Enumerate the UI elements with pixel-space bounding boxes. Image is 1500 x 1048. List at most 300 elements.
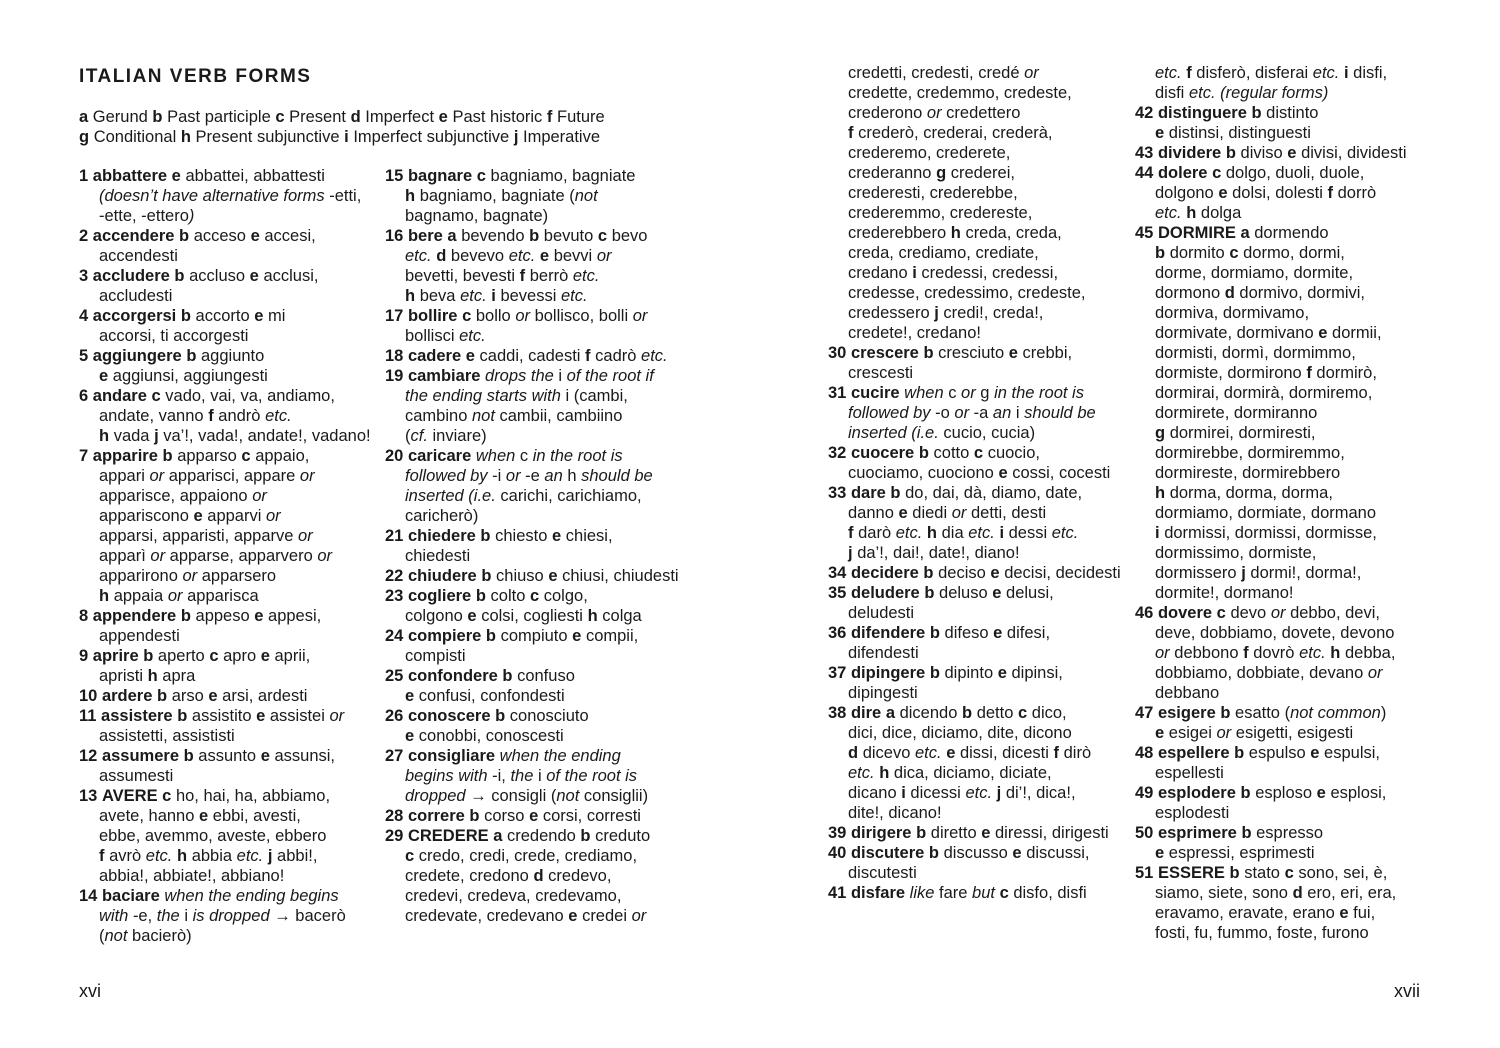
form-text: accesi, — [264, 227, 316, 245]
entry-line — [848, 684, 918, 702]
verb-headword: dividere — [1157, 144, 1222, 162]
entry-number: 17 — [385, 307, 404, 325]
verb-headword: crescere — [850, 344, 919, 362]
form-text: arso — [171, 687, 204, 705]
form-text: compii, — [585, 627, 639, 645]
form-key: b — [1155, 244, 1166, 262]
italic-note: an — [988, 404, 1016, 422]
entry-number: 45 — [1135, 224, 1154, 242]
entry-line — [405, 327, 486, 345]
form-text: apparì — [99, 547, 146, 565]
verb-entry — [385, 366, 680, 446]
italic-note: or — [1155, 644, 1170, 662]
italic-note: inserted ( — [405, 487, 474, 505]
entry-number: 23 — [385, 587, 404, 605]
form-key: b — [580, 827, 591, 845]
entry-number: 10 — [79, 687, 98, 705]
entry-line — [848, 544, 1020, 562]
form-text: dormito — [1169, 244, 1225, 262]
entry-number: 24 — [385, 627, 404, 645]
form-text: colto — [490, 587, 526, 605]
form-key: h — [587, 607, 598, 625]
form-text: apparisce, appaiono — [99, 487, 248, 505]
entry-line — [162, 787, 330, 805]
form-text: apristi — [99, 667, 144, 685]
entry-line — [1155, 424, 1315, 442]
form-text: accorto — [195, 307, 250, 325]
verb-entry — [828, 563, 1123, 583]
form-text: colgo, — [543, 587, 588, 605]
entry-number: 2 — [79, 227, 89, 245]
form-text: credano — [848, 264, 908, 282]
form-text: appendesti — [99, 627, 180, 645]
italic-note: etc. — [1155, 64, 1182, 82]
form-text: di’!, dica!, — [1005, 784, 1076, 802]
form-text: dia — [941, 524, 964, 542]
entry-line — [480, 527, 612, 545]
verb-entry — [385, 826, 680, 926]
form-text: chiedesti — [405, 547, 471, 565]
entry-line — [405, 387, 628, 405]
verb-entry — [1135, 863, 1435, 943]
verb-entry — [1135, 143, 1435, 163]
form-text: vadano! — [311, 427, 371, 445]
entry-line — [405, 187, 598, 205]
entry-line — [1052, 824, 1109, 842]
italic-note: i.e. — [473, 487, 496, 505]
entry-line — [405, 507, 478, 525]
entry-line — [1155, 124, 1311, 142]
italic-note: or — [317, 547, 333, 565]
entry-number: 41 — [828, 884, 847, 902]
form-text: abbattei, abbattesti — [185, 167, 325, 185]
legend-label: Past participle — [167, 108, 271, 126]
legend-label: Conditional — [93, 128, 177, 146]
entry-line — [99, 407, 292, 425]
form-key: h — [950, 224, 961, 242]
verb-headword: CREDERE — [407, 827, 489, 845]
form-text: credendo — [507, 827, 576, 845]
form-text: dormissimo, dormiste, — [1155, 544, 1317, 562]
form-key: f — [1053, 744, 1060, 762]
form-key: g — [936, 164, 947, 182]
form-text: crederebbero — [848, 224, 947, 242]
form-key: f — [99, 847, 105, 865]
form-key: f — [1327, 184, 1334, 202]
form-text: deciso — [938, 564, 986, 582]
entry-line — [177, 707, 344, 725]
form-text: dolsi, dolesti — [1232, 184, 1323, 202]
page-number: xvii — [1394, 981, 1420, 1001]
form-key: e — [260, 747, 270, 765]
form-text: dormendo — [1254, 224, 1329, 242]
verb-entry — [828, 883, 1123, 903]
form-text: assunto — [198, 747, 257, 765]
form-key: j — [996, 784, 1002, 802]
entry-number: 16 — [385, 227, 404, 245]
verb-headword: distinguere — [1157, 104, 1247, 122]
form-key: b — [1225, 144, 1236, 162]
entry-number: 7 — [79, 447, 89, 465]
entry-line — [1056, 564, 1121, 582]
entry-line — [848, 784, 1076, 802]
italic-note: not — [104, 927, 128, 945]
form-text: credo, credi, crede, crediamo, — [418, 847, 638, 865]
entry-line — [157, 687, 307, 705]
form-key: a — [447, 227, 457, 245]
entry-line — [174, 267, 318, 285]
form-text: disfi — [1155, 84, 1185, 102]
form-key: c — [1284, 864, 1294, 882]
entry-number: 25 — [385, 667, 404, 685]
entry-line — [99, 627, 180, 645]
entry-line — [848, 644, 919, 662]
entry-line — [848, 724, 1072, 742]
entry-line — [848, 864, 917, 882]
form-key: c — [973, 444, 984, 462]
form-key: e — [254, 607, 264, 625]
form-text: g — [980, 384, 990, 402]
form-key: e — [465, 347, 475, 365]
entry-line — [848, 764, 1052, 782]
entry-number: 36 — [828, 624, 847, 642]
entry-line — [1155, 204, 1241, 222]
form-text: apparsi, apparisti, apparve — [99, 527, 294, 545]
form-text: conosciuto — [509, 707, 589, 725]
entry-number: 38 — [828, 704, 847, 722]
entry-line — [848, 164, 1015, 182]
form-text: cossi, — [1012, 464, 1055, 482]
entry-line — [181, 307, 286, 325]
verb-entry — [385, 666, 680, 706]
form-text: appari — [99, 467, 145, 485]
form-text: compisti — [405, 647, 466, 665]
form-text: sono, sei, è, — [1298, 864, 1388, 882]
verb-headword: cucire — [850, 384, 900, 402]
verb-headword: dire — [850, 704, 882, 722]
form-text: dica, diciamo, diciate, — [893, 764, 1052, 782]
entry-number: 51 — [1135, 864, 1154, 882]
form-text: ebbe, avemmo, aveste, ebbero — [99, 827, 327, 845]
form-key: b — [485, 627, 497, 645]
form-text: appaio, — [255, 447, 310, 465]
verb-entry — [828, 663, 1123, 703]
form-text: delusi, — [1006, 584, 1054, 602]
italic-note: etc. — [1051, 524, 1079, 542]
entry-line — [99, 487, 267, 505]
entry-line — [99, 327, 248, 345]
verb-headword: dolere — [1157, 164, 1208, 182]
entry-number: 11 — [79, 707, 97, 725]
form-text: bagniamo, bagniate — [490, 167, 636, 185]
form-text: dorme, dormiamo, dormite, — [1155, 264, 1354, 282]
form-text: assumesti — [99, 767, 174, 785]
legend-key: f — [546, 108, 553, 126]
entry-line — [904, 384, 1084, 402]
verb-headword: AVERE — [101, 787, 158, 805]
form-text: apro — [223, 647, 257, 665]
verb-entry — [1135, 823, 1435, 863]
form-key: c — [999, 884, 1009, 902]
entry-line — [848, 424, 1035, 442]
verb-entry — [79, 746, 374, 786]
italic-note: etc. — [1188, 84, 1216, 102]
entry-line — [930, 624, 1050, 642]
verb-entry — [79, 386, 374, 446]
form-key: e — [981, 824, 991, 842]
verb-entry — [385, 346, 680, 366]
italic-note: when — [904, 384, 949, 402]
verb-entry-continued — [1135, 63, 1435, 103]
form-key: b — [481, 567, 492, 585]
form-text: -e — [525, 467, 540, 485]
form-key: e — [254, 307, 264, 325]
form-text: dobbiamo, dobbiate, devano — [1155, 664, 1364, 682]
entry-line — [99, 847, 317, 865]
form-text: dipinto — [944, 664, 994, 682]
form-text: credevi, credeva, credevamo, — [405, 887, 622, 905]
form-text: dormirò, — [1316, 364, 1377, 382]
form-text: dormiva, dormivamo, — [1155, 304, 1310, 322]
form-text: i — [538, 767, 542, 785]
verb-entry — [385, 566, 680, 586]
form-text: detti, desti — [971, 504, 1047, 522]
entry-line — [405, 887, 621, 905]
form-key: c — [241, 447, 251, 465]
form-key: h — [99, 427, 110, 445]
italic-note: or — [631, 907, 647, 925]
verb-headword: cuocere — [850, 444, 915, 462]
entry-line — [477, 167, 636, 185]
entry-number: 40 — [828, 844, 847, 862]
form-text: crebbi, — [1022, 344, 1073, 362]
verb-headword: correre — [407, 807, 465, 825]
form-text: arsi, ardesti — [222, 687, 308, 705]
verb-column-1 — [79, 166, 374, 946]
legend-label: Past historic — [452, 108, 543, 126]
form-text: abbi!, — [277, 847, 318, 865]
form-key: f — [1243, 644, 1249, 662]
verb-headword: difendere — [850, 624, 926, 642]
entry-line — [1155, 524, 1377, 542]
form-text: eravamo, eravate, erano — [1155, 904, 1335, 922]
entry-line — [447, 227, 647, 245]
entry-line — [405, 767, 637, 785]
entry-line — [1155, 664, 1383, 682]
entry-line — [405, 207, 548, 225]
entry-line — [184, 747, 335, 765]
italic-note: etc. — [1312, 64, 1340, 82]
form-text: dici, dice, diciamo, dite, dicono — [848, 724, 1072, 742]
form-text: c — [948, 384, 957, 402]
entry-number: 4 — [79, 307, 89, 325]
entry-number: 35 — [828, 584, 847, 602]
verb-column-2 — [385, 166, 680, 926]
entry-line — [405, 427, 487, 445]
verb-entry — [828, 823, 1123, 843]
form-key: b — [1241, 824, 1252, 842]
form-text: caddi, cadesti — [479, 347, 581, 365]
form-key: e — [1155, 124, 1165, 142]
entry-line — [1347, 144, 1407, 162]
entry-line — [99, 867, 284, 885]
italic-note: should be — [576, 467, 653, 485]
entry-line — [1226, 144, 1343, 162]
italic-note: or — [266, 507, 281, 525]
verb-headword: apparire — [92, 447, 158, 465]
form-text: abbia!, abbiate!, abbiano! — [99, 867, 285, 885]
entry-number: 30 — [828, 344, 847, 362]
entry-line — [929, 844, 1090, 862]
form-key: h — [926, 524, 938, 542]
form-text: cocesti — [1059, 464, 1111, 482]
form-text: h — [567, 467, 577, 485]
form-key: e — [208, 687, 218, 705]
verb-entry — [79, 686, 374, 706]
verb-entry — [79, 346, 374, 386]
verb-column-3 — [828, 63, 1123, 903]
form-text: colsi, cogliesti — [481, 607, 583, 625]
verb-headword: esprimere — [1157, 824, 1237, 842]
italic-note: the ending starts with — [405, 387, 566, 405]
entry-number: 6 — [79, 387, 89, 405]
form-key: e — [993, 624, 1003, 642]
form-key: i — [1343, 64, 1349, 82]
verb-headword: esigere — [1157, 704, 1216, 722]
form-key: b — [923, 344, 934, 362]
verb-headword: appendere — [92, 607, 177, 625]
form-key: b — [1234, 744, 1245, 762]
entry-line — [99, 527, 313, 545]
form-text: creduto — [595, 827, 651, 845]
form-key: e — [1310, 744, 1320, 762]
form-text: ( — [405, 427, 411, 445]
entry-line — [1155, 444, 1345, 462]
legend-key: e — [438, 108, 448, 126]
entry-line — [848, 224, 1062, 242]
entry-line — [641, 347, 668, 365]
form-key: b — [174, 267, 185, 285]
verb-headword: esplodere — [1157, 784, 1236, 802]
form-key: h — [1155, 484, 1166, 502]
italic-note: or — [501, 467, 526, 485]
form-text: → consigli ( — [470, 787, 557, 805]
form-text: cadrò — [595, 347, 637, 365]
italic-note: etc. — [1155, 204, 1182, 222]
entry-number: 15 — [385, 167, 404, 185]
italic-note: or — [596, 247, 612, 265]
legend-line — [79, 127, 719, 147]
entry-number: 39 — [828, 824, 847, 842]
entry-line — [890, 484, 1082, 502]
verb-headword: abbattere — [92, 167, 168, 185]
italic-note: etc. — [508, 247, 536, 265]
form-text: dessi — [1008, 524, 1048, 542]
form-text: cuociamo, cuociono — [848, 464, 994, 482]
entry-line — [1155, 844, 1315, 862]
form-text: distinsi, distinguesti — [1168, 124, 1311, 142]
entry-line — [848, 64, 1039, 82]
form-key: c — [462, 307, 472, 325]
form-text: dormirebbe, dormiremmo, — [1155, 444, 1345, 462]
form-key: e — [405, 687, 415, 705]
form-text: diedi — [912, 504, 948, 522]
form-text: diressi, — [995, 824, 1048, 842]
form-key: e — [249, 267, 259, 285]
verb-headword: bollire — [407, 307, 458, 325]
form-key: d — [436, 247, 447, 265]
form-text: esplodesti — [1155, 804, 1230, 822]
verb-headword: dare — [850, 484, 886, 502]
form-key: i — [901, 784, 906, 802]
verb-entry — [1135, 783, 1435, 823]
entry-number: 20 — [385, 447, 404, 465]
entry-line — [1155, 304, 1309, 322]
form-key: b — [1240, 784, 1251, 802]
form-text: credete, credono — [405, 867, 529, 885]
form-key: h — [1186, 204, 1197, 222]
italic-note: but — [967, 884, 995, 902]
form-text: dormivo, dormivi, — [1239, 284, 1366, 302]
form-text: apparse, apparvero — [169, 547, 313, 565]
form-key: f — [1306, 364, 1312, 382]
italic-note: etc. — [914, 744, 942, 762]
entry-number: 12 — [79, 747, 98, 765]
form-key: j — [267, 847, 273, 865]
form-text: c — [519, 447, 529, 465]
form-text: dormirete, dormiranno — [1155, 404, 1318, 422]
form-text: -etti, — [329, 187, 362, 205]
entry-line — [910, 884, 1087, 902]
form-key: f — [1186, 64, 1192, 82]
form-text: dicessi — [910, 784, 961, 802]
form-text: corsi, corresti — [542, 807, 641, 825]
verb-headword: ESSERE — [1157, 864, 1225, 882]
form-text: bollo — [475, 307, 511, 325]
italic-note: drops the — [485, 367, 559, 385]
legend-label: Imperfect subjunctive — [353, 128, 510, 146]
form-key: j — [848, 544, 853, 562]
entry-line — [848, 804, 942, 822]
form-text: colga — [602, 607, 642, 625]
entry-line — [99, 507, 281, 525]
entry-line — [405, 647, 466, 665]
entry-number: 18 — [385, 347, 404, 365]
form-text: i — [558, 367, 563, 385]
verb-entry — [1135, 743, 1435, 783]
form-text: andate, vanno — [99, 407, 204, 425]
entry-line — [99, 587, 259, 605]
entry-line — [495, 707, 589, 725]
form-text: disfi, — [1353, 64, 1388, 82]
form-key: b — [502, 667, 513, 685]
form-text: dolgono — [1155, 184, 1214, 202]
entry-line — [502, 667, 574, 685]
form-key: c — [1017, 704, 1028, 722]
form-text: aggiunto — [201, 347, 265, 365]
form-text: -i, — [492, 767, 506, 785]
italic-note: followed by — [405, 467, 493, 485]
form-key: b — [162, 447, 173, 465]
form-text: dolga — [1200, 204, 1242, 222]
entry-line — [405, 487, 642, 505]
legend-label: Imperfect — [365, 108, 435, 126]
form-text: distinto — [1266, 104, 1319, 122]
italic-note: is dropped — [187, 907, 270, 925]
italic-note: i.e. — [916, 424, 939, 442]
legend-key: g — [79, 128, 90, 146]
entry-line — [99, 827, 326, 845]
